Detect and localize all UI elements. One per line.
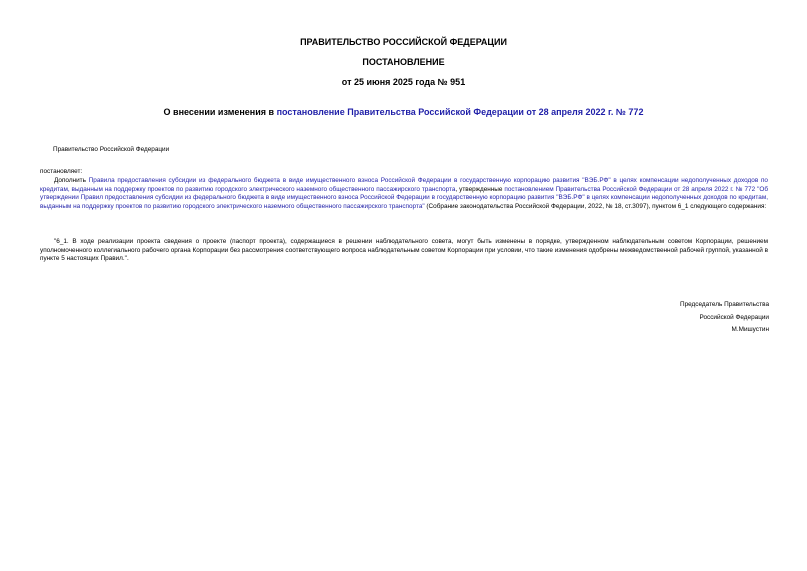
p1-text-c: (Собрание законодательства Российской Федерации, 2022, № 18, ст.3097), пунктом 6_1 следующего содержания: bbox=[424, 202, 767, 210]
signature-name: М.Мишустин bbox=[731, 326, 769, 333]
document-date-number: от 25 июня 2025 года № 951 bbox=[341, 77, 466, 87]
signature-org: Российской Федерации bbox=[699, 313, 769, 321]
document-type: ПОСТАНОВЛЕНИЕ bbox=[362, 57, 445, 67]
paragraph-main bbox=[40, 177, 768, 211]
signature-title: Председатель Правительства bbox=[680, 301, 769, 308]
signature-block bbox=[680, 299, 769, 337]
decree-link[interactable]: постановлением Правительства Российской Федерации от 28 апреля 2022 г. № 772 "Об утверждении Правил предоставления субсидии из федерального бюджета в виде имущественного взноса Российской Федерации в государственную корпорацию развития "ВЭБ.РФ" в целях компенсации недополученных доходов по кредитам, выданным на поддержку проектов по развитию городского электрического наземного общественного пассажирского транспорта" bbox=[40, 185, 768, 210]
subject-link[interactable]: постановление Правительства Российской Федерации от 28 апреля 2022 г. № 772 bbox=[276, 107, 644, 117]
decrees-text: постановляет: bbox=[40, 168, 83, 175]
p1-text-a: Дополнить bbox=[54, 177, 89, 184]
paragraph-quote bbox=[40, 238, 768, 264]
p1-text-b: , утвержденные bbox=[455, 185, 505, 193]
issuer-text: Правительство Российской Федерации bbox=[53, 146, 170, 153]
quote-text: "6_1. В ходе реализации проекта сведения о проекте (паспорт проекта), содержащиеся в решении наблюдательного совета, могут быть изменены в порядке, утвержденном наблюдательным советом Корпорации, решением уполномоченного коллегиального рабочего органа Корпорации без рассмотрения соответствующего вопроса наблюдательным советом Корпорации при условии, что такие изменения одобрены межведомственной рабочей группой, указанной в пункте 5 настоящих Правил.". bbox=[40, 238, 768, 263]
document-subject bbox=[0, 107, 807, 118]
subject-prefix: О внесении изменения в bbox=[163, 107, 277, 117]
rules-link[interactable]: Правила предоставления субсидии из федерального бюджета в виде имущественного взноса Российской Федерации в государственную корпорацию развития "ВЭБ.РФ" в целях компенсации недополученных доходов по кредитам, выданным на поддержку проектов по развитию городского электрического наземного общественного пассажирского транспорта bbox=[40, 177, 768, 193]
government-title: ПРАВИТЕЛЬСТВО РОССИЙСКОЙ ФЕДЕРАЦИИ bbox=[300, 37, 507, 47]
